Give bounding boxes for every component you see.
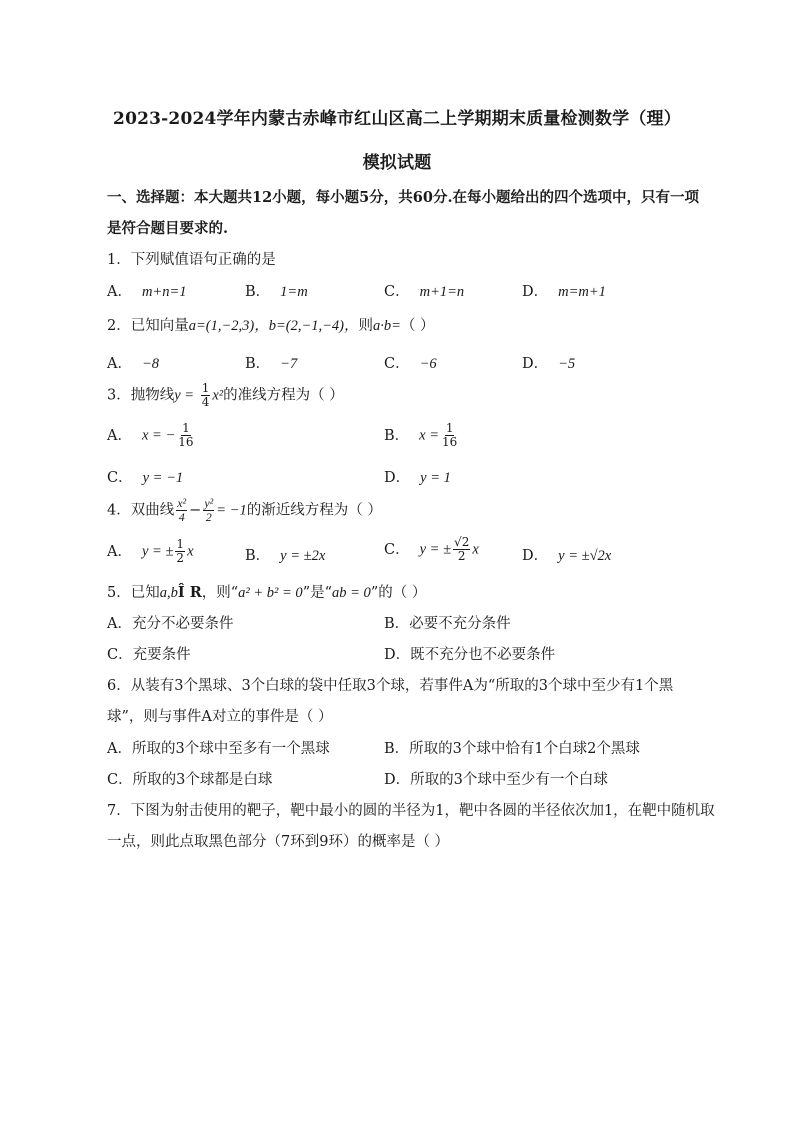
question-5-stem: 5．已知a,bÎ R，则“a² + b² = 0”是“ab = 0”的（ ） [107, 584, 427, 601]
question-2-stem: 2．已知向量a=(1,−2,3)，b=(2,−1,−4)，则a·b=（ ） [107, 318, 435, 334]
exam-title: 2023-2024学年内蒙古赤峰市红山区高二上学期期末质量检测数学（理） [113, 109, 681, 129]
q1-option-b: B． 1=m [245, 284, 308, 300]
q3-fraction: $\frac{1}{4}$ [201, 381, 210, 409]
question-4-stem: 4．双曲线 $\frac{\text{x²}}{4}$ − $\frac{\text{y²}}{2}$ = −1的渐近线方程为（ ） [107, 496, 382, 524]
q4-option-d: D． y = ±√2x [522, 548, 612, 564]
q5-option-b: B．必要不充分条件 [384, 616, 511, 632]
q4-option-b: B． y = ±2x [245, 548, 326, 564]
question-7-stem-line1: 7．下图为射击使用的靶子，靶中最小的圆的半径为1，靶中各圆的半径依次加1，在靶中随机取 [107, 803, 715, 819]
question-6-stem-line1: 6．从装有3个黑球、3个白球的袋中任取3个球，若事件A为“所取的3个球中至少有1个黑 [107, 678, 674, 694]
q6-option-c: C．所取的3个球都是白球 [107, 772, 273, 788]
question-6-stem-line2: 球”，则与事件A对立的事件是（ ） [107, 709, 333, 725]
q5-option-d: D．既不充分也不必要条件 [384, 647, 556, 663]
q1-option-c: C． m+1=n [384, 284, 465, 300]
q3-option-b: B． x = $\frac{1}{16}$ [384, 421, 458, 449]
q2-option-d: D． −5 [522, 356, 576, 372]
q3-option-d: D． y = 1 [384, 470, 451, 486]
q4-option-a: A． y = ± $\frac{1}{2}$ x [107, 537, 194, 565]
q1-option-a: A． m+n=1 [107, 284, 187, 300]
q5-option-c: C．充要条件 [107, 647, 191, 663]
q6-option-b: B．所取的3个球中恰有1个白球2个黑球 [384, 741, 640, 757]
q6-option-d: D．所取的3个球中至少有一个白球 [384, 772, 608, 788]
q2-option-a: A． −8 [107, 356, 160, 372]
section-instructions-line1: 一、选择题：本大题共12小题，每小题5分，共60分.在每小题给出的四个选项中，只有一项 [107, 189, 699, 206]
exam-subtitle: 模拟试题 [362, 153, 432, 173]
q1-option-d: D． m=m+1 [522, 284, 606, 300]
q3-option-a: A． x = − $\frac{1}{16}$ [107, 421, 194, 449]
section-instructions-line2: 是符合题目要求的. [107, 220, 229, 237]
q2-option-b: B． −7 [245, 356, 298, 372]
q5-option-a: A．充分不必要条件 [107, 616, 234, 632]
question-7-stem-line2: 一点，则此点取黑色部分（7环到9环）的概率是（ ） [107, 834, 450, 850]
question-3-stem: 3．抛物线y = $\frac{1}{4}$ x²的准线方程为（ ） [107, 381, 344, 409]
question-1-stem: 1．下列赋值语句正确的是 [107, 252, 276, 268]
q2-option-c: C． −6 [384, 356, 437, 372]
q6-option-a: A．所取的3个球中至多有一个黑球 [107, 741, 330, 757]
q3-option-c: C． y = −1 [107, 470, 184, 486]
q4-option-c: C． y = ± $\frac{√2}{2}$ x [384, 535, 479, 563]
